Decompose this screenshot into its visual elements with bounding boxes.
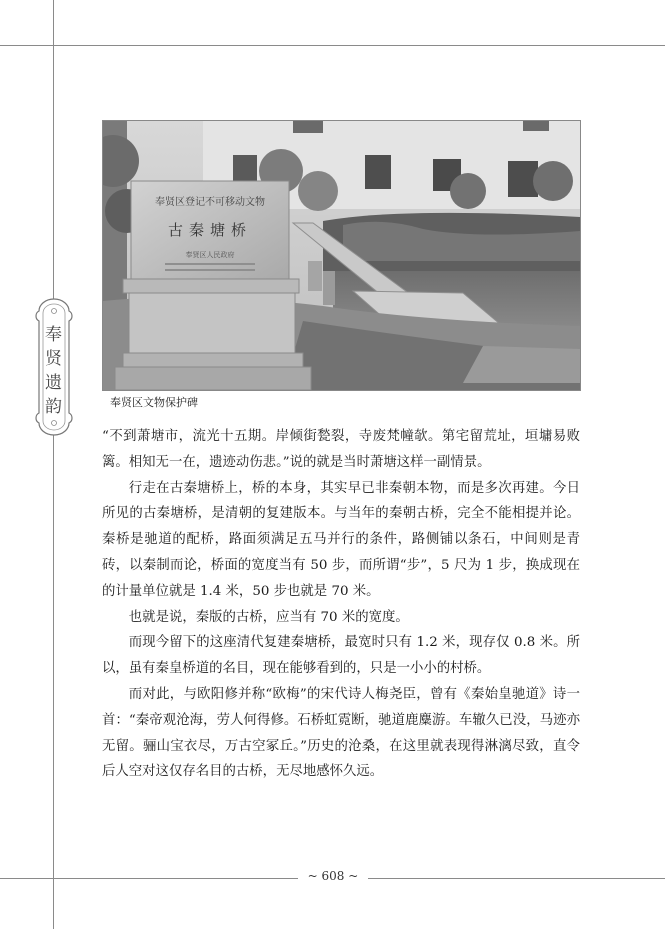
section-title-char: 韵 xyxy=(45,397,63,417)
paragraph: “不到萧塘市，流光十五期。岸倾街甃裂，寺废梵幢欹。第宅留荒址，垣墉易败篱。相知无一在，遗迹动伤悲。”说的就是当时萧塘这样一副情景。 xyxy=(102,429,580,470)
article-body xyxy=(102,424,580,785)
stele-photo xyxy=(102,120,581,391)
section-title-char: 奉 xyxy=(45,325,63,345)
stele-issuer: 奉贤区人民政府 xyxy=(185,251,235,259)
bottom-rule-left xyxy=(0,878,298,879)
photo-caption: 奉贤区文物保护碑 xyxy=(110,396,198,409)
section-title-vertical xyxy=(33,323,75,419)
paragraph: 也就是说，秦版的古桥，应当有 70 米的宽度。 xyxy=(128,609,409,625)
paragraph: 行走在古秦塘桥上，桥的本身，其实早已非秦朝本物，而是多次再建。今日所见的古秦塘桥，是清朝的复建版本。与当年的秦朝古桥，完全不能相提并论。秦桥是驰道的配桥，路面须满足五马并行的条件，路侧铺以条石，中间则是青砖，以秦制而论，桥面的宽度当有 50 步，而所谓“步”，5 尺为 1 步，换成现在的计量单位就是 1.4 米，50 步也就是 70 米。 xyxy=(102,480,580,599)
stele-name: 古秦塘桥 xyxy=(167,221,253,239)
stele-heading: 奉贤区登记不可移动文物 xyxy=(155,197,265,208)
paragraph: 而现今留下的这座清代复建秦塘桥，最宽时只有 1.2 米，现存仅 0.8 米。所以，虽有秦皇桥道的名目，现在能够看到的，只是一小小的村桥。 xyxy=(102,635,580,677)
section-side-tab xyxy=(33,297,75,437)
bottom-rule-right xyxy=(368,878,665,879)
top-rule xyxy=(0,45,665,46)
section-title-char: 贤 xyxy=(45,349,63,369)
photo-illustration xyxy=(103,121,580,390)
page-number: ~ 608 ~ xyxy=(307,869,359,883)
section-title-char: 遗 xyxy=(45,373,63,393)
paragraph: 而对此，与欧阳修并称“欧梅”的宋代诗人梅尧臣，曾有《秦始皇驰道》诗一首：“秦帝观沧海，劳人何得修。石桥虹霓断，驰道鹿麋游。车辙久已没，马迹亦无留。骊山宝衣尽，万古空冢丘。”历史的沧桑，在这里就表现得淋漓尽致，直令后人空对这仅存名目的古桥，无尽地感怀久远。 xyxy=(102,686,580,780)
left-margin-rule xyxy=(53,0,54,929)
